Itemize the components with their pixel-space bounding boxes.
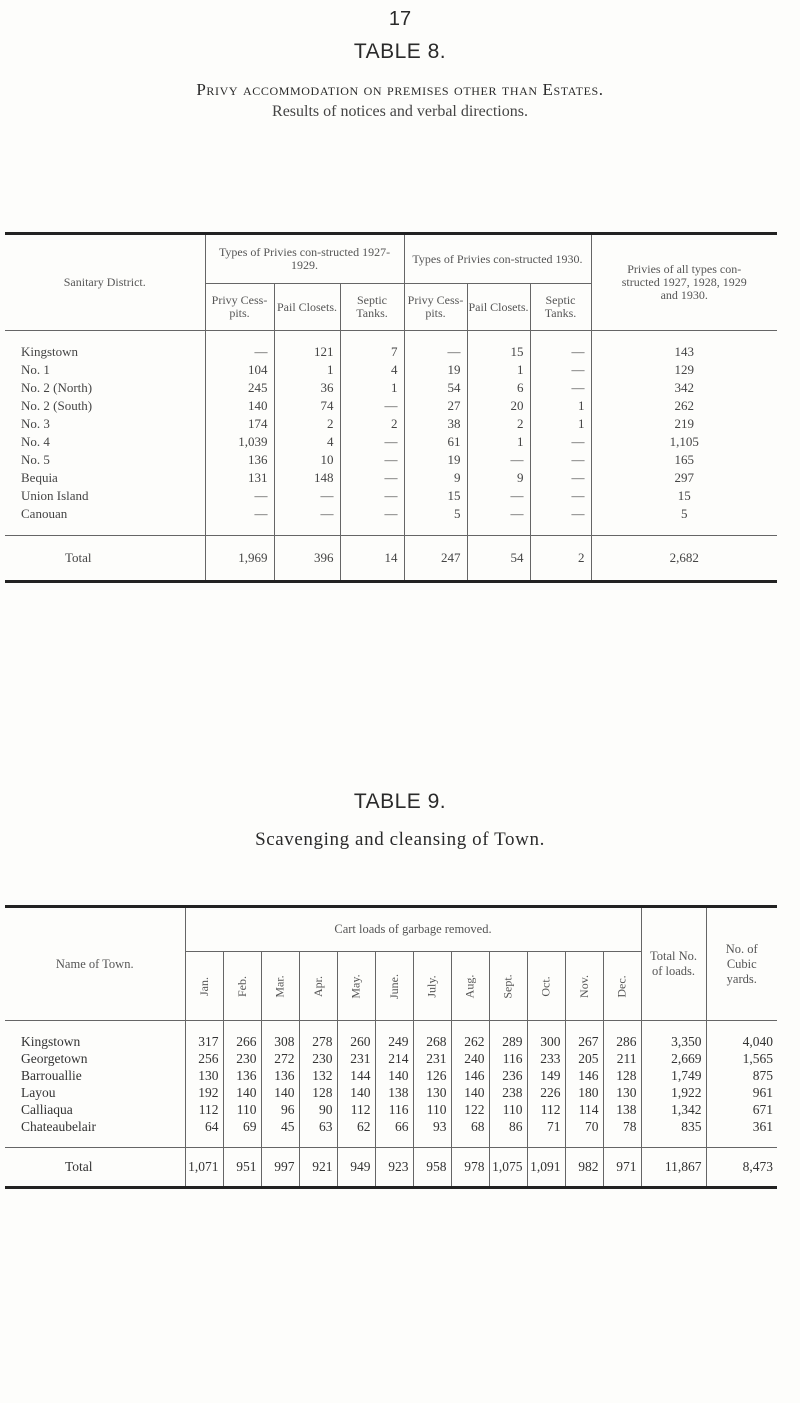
group-1930-header: Types of Privies con-structed 1930. (404, 234, 591, 284)
cell: 1,075 (489, 1148, 527, 1188)
cell: — (530, 487, 591, 505)
cell: 214 (375, 1050, 413, 1067)
cell: 140 (451, 1084, 489, 1101)
cell: 121 (274, 343, 340, 361)
month-label: Sept. (500, 973, 515, 999)
table-row (5, 1067, 777, 1084)
table-row (5, 361, 777, 379)
cell: 211 (603, 1050, 641, 1067)
cell: 268 (413, 1033, 451, 1050)
all-types-header: Privies of all types con-structed 1927, 1928, 1929 and 1930. (591, 234, 777, 331)
table-row (5, 433, 777, 451)
cell: 978 (451, 1148, 489, 1188)
month-header (527, 952, 565, 1021)
table9-title: TABLE 9. (353, 790, 447, 813)
cell: 2,682 (591, 536, 777, 582)
cell: 63 (299, 1118, 337, 1135)
month-label: Nov. (576, 974, 591, 998)
cell: 122 (451, 1101, 489, 1118)
cell: 286 (603, 1033, 641, 1050)
cell: 256 (185, 1050, 223, 1067)
town-name: Georgetown (21, 1050, 88, 1066)
district-name: Kingstown (21, 344, 79, 359)
month-header (413, 952, 451, 1021)
cell: 140 (223, 1084, 261, 1101)
table-row (5, 415, 777, 433)
town-name: Calliaqua (21, 1101, 73, 1117)
cell: 86 (489, 1118, 527, 1135)
district-name: Union Island (21, 488, 89, 503)
cell: 2 (530, 536, 591, 582)
pail-closets-header: Pail Closets. (467, 284, 530, 331)
cell: — (467, 505, 530, 523)
cell: 112 (337, 1101, 375, 1118)
month-header (299, 952, 337, 1021)
cell: 130 (185, 1067, 223, 1084)
cell: 342 (591, 379, 777, 397)
cell: 130 (603, 1084, 641, 1101)
cell: 240 (451, 1050, 489, 1067)
cell: — (205, 343, 274, 361)
table-row (5, 1101, 777, 1118)
cell: 230 (299, 1050, 337, 1067)
cell: 14 (340, 536, 404, 582)
group-1927-1929-header: Types of Privies con-structed 1927-1929. (205, 234, 404, 284)
table-row (5, 505, 777, 523)
cell: 961 (706, 1084, 777, 1101)
cell: 1,922 (641, 1084, 706, 1101)
cell: 262 (591, 397, 777, 415)
cell: 112 (185, 1101, 223, 1118)
cell: 297 (591, 469, 777, 487)
cell: — (467, 487, 530, 505)
cell: 140 (375, 1067, 413, 1084)
table8-subtitle: Privy accommodation on premises other than Estates. (196, 80, 604, 99)
cell: — (340, 397, 404, 415)
cell: 110 (413, 1101, 451, 1118)
cell: 54 (404, 379, 467, 397)
cell: 2 (340, 415, 404, 433)
cell: 149 (527, 1067, 565, 1084)
cell: 7 (340, 343, 404, 361)
cell: — (340, 487, 404, 505)
cell: 260 (337, 1033, 375, 1050)
total-label: Total (5, 536, 205, 582)
cell: 93 (413, 1118, 451, 1135)
cell: 1,039 (205, 433, 274, 451)
cell: 192 (185, 1084, 223, 1101)
month-header (223, 952, 261, 1021)
cell: 317 (185, 1033, 223, 1050)
cell: 116 (375, 1101, 413, 1118)
cell: 300 (527, 1033, 565, 1050)
cell: 128 (603, 1067, 641, 1084)
cell: 27 (404, 397, 467, 415)
cell: 131 (205, 469, 274, 487)
cell: 2 (274, 415, 340, 433)
cell: — (340, 505, 404, 523)
cell: 180 (565, 1084, 603, 1101)
cell: 9 (404, 469, 467, 487)
privy-accommodation-table (5, 232, 777, 583)
month-label: Aug. (462, 974, 477, 998)
cell: 1 (340, 379, 404, 397)
cell: 262 (451, 1033, 489, 1050)
cell: 1,969 (205, 536, 274, 582)
cell: 5 (404, 505, 467, 523)
cell: 110 (223, 1101, 261, 1118)
cell: 132 (299, 1067, 337, 1084)
cell: 245 (205, 379, 274, 397)
cell: 64 (185, 1118, 223, 1135)
cell: 982 (565, 1148, 603, 1188)
town-name: Barrouallie (21, 1067, 82, 1083)
table-row (5, 1033, 777, 1050)
cell: 875 (706, 1067, 777, 1084)
cell: 236 (489, 1067, 527, 1084)
cell: — (404, 343, 467, 361)
cell: 38 (404, 415, 467, 433)
cell: 146 (565, 1067, 603, 1084)
cell: 138 (375, 1084, 413, 1101)
total-row (5, 536, 777, 582)
cell: 226 (527, 1084, 565, 1101)
district-name: No. 2 (North) (21, 380, 93, 395)
cell: 3,350 (641, 1033, 706, 1050)
cell: 104 (205, 361, 274, 379)
cell: 128 (299, 1084, 337, 1101)
month-label: June. (386, 973, 401, 999)
cell: 205 (565, 1050, 603, 1067)
cell: 671 (706, 1101, 777, 1118)
cell: 15 (404, 487, 467, 505)
cell: 1,105 (591, 433, 777, 451)
cell: — (530, 361, 591, 379)
cell: 66 (375, 1118, 413, 1135)
month-label: Jan. (196, 976, 211, 996)
table-row (5, 1118, 777, 1135)
cell: 4,040 (706, 1033, 777, 1050)
cell: 231 (337, 1050, 375, 1067)
cell: 278 (299, 1033, 337, 1050)
cell: 70 (565, 1118, 603, 1135)
district-name: No. 4 (21, 434, 50, 449)
month-label: Feb. (234, 975, 249, 997)
cell: 136 (261, 1067, 299, 1084)
cell: 247 (404, 536, 467, 582)
cell: 1,565 (706, 1050, 777, 1067)
cell: 923 (375, 1148, 413, 1188)
cell: 1 (467, 433, 530, 451)
cell: 69 (223, 1118, 261, 1135)
month-header (489, 952, 527, 1021)
cell: 71 (527, 1118, 565, 1135)
cell: 2,669 (641, 1050, 706, 1067)
cell: — (530, 469, 591, 487)
cell: 1,342 (641, 1101, 706, 1118)
pail-closets-header: Pail Closets. (274, 284, 340, 331)
cell: 136 (205, 451, 274, 469)
cell: — (274, 505, 340, 523)
cell: 2 (467, 415, 530, 433)
cell: 949 (337, 1148, 375, 1188)
town-name: Kingstown (21, 1033, 81, 1049)
cell: 1 (530, 397, 591, 415)
cell: 219 (591, 415, 777, 433)
cell: — (340, 469, 404, 487)
cell: — (530, 343, 591, 361)
cell: 921 (299, 1148, 337, 1188)
month-label: Oct. (538, 975, 553, 997)
table8-title: TABLE 8. (353, 40, 447, 63)
total-label: Total (5, 1148, 185, 1188)
cess-pits-header: Privy Cess-pits. (404, 284, 467, 331)
cell: 90 (299, 1101, 337, 1118)
cell: 112 (527, 1101, 565, 1118)
cell: — (205, 505, 274, 523)
cell: 148 (274, 469, 340, 487)
cell: 140 (261, 1084, 299, 1101)
cell: 96 (261, 1101, 299, 1118)
cell: 1 (530, 415, 591, 433)
district-name: No. 3 (21, 416, 50, 431)
cell: — (340, 451, 404, 469)
cell: 1,749 (641, 1067, 706, 1084)
cell: 289 (489, 1033, 527, 1050)
cell: — (340, 433, 404, 451)
cell: 267 (565, 1033, 603, 1050)
cell: 165 (591, 451, 777, 469)
cell: 20 (467, 397, 530, 415)
cell: — (530, 451, 591, 469)
cell: 308 (261, 1033, 299, 1050)
cell: 140 (205, 397, 274, 415)
cell: 9 (467, 469, 530, 487)
cubic-yards-header: No. of Cubic yards. (706, 907, 777, 1021)
cell: 15 (591, 487, 777, 505)
scavenging-table (5, 905, 777, 1189)
cell: 45 (261, 1118, 299, 1135)
cell: 143 (591, 343, 777, 361)
table-row (5, 469, 777, 487)
table-row (5, 487, 777, 505)
table-row (5, 451, 777, 469)
cell: 958 (413, 1148, 451, 1188)
cell: 78 (603, 1118, 641, 1135)
cell: 8,473 (706, 1148, 777, 1188)
cell: 36 (274, 379, 340, 397)
cell: 174 (205, 415, 274, 433)
cell: 10 (274, 451, 340, 469)
cell: 238 (489, 1084, 527, 1101)
cell: 1 (274, 361, 340, 379)
table-row (5, 397, 777, 415)
cart-loads-header: Cart loads of garbage removed. (185, 907, 641, 952)
cell: — (530, 433, 591, 451)
cell: 19 (404, 361, 467, 379)
total-loads-header: Total No. of loads. (641, 907, 706, 1021)
cell: 138 (603, 1101, 641, 1118)
cell: 272 (261, 1050, 299, 1067)
cell: 146 (451, 1067, 489, 1084)
cess-pits-header: Privy Cess-pits. (205, 284, 274, 331)
table8-subtitle2: Results of notices and verbal directions. (272, 103, 528, 120)
table-row (5, 1050, 777, 1067)
district-name: No. 2 (South) (21, 398, 93, 413)
town-name: Layou (21, 1084, 56, 1100)
cell: 61 (404, 433, 467, 451)
cell: 6 (467, 379, 530, 397)
cell: 249 (375, 1033, 413, 1050)
cell: 140 (337, 1084, 375, 1101)
cell: 233 (527, 1050, 565, 1067)
septic-tanks-header: Septic Tanks. (530, 284, 591, 331)
month-label: July. (424, 974, 439, 998)
cell: 62 (337, 1118, 375, 1135)
month-header (261, 952, 299, 1021)
cell: 835 (641, 1118, 706, 1135)
cell: 15 (467, 343, 530, 361)
cell: 126 (413, 1067, 451, 1084)
town-name: Chateaubelair (21, 1118, 96, 1134)
cell: 110 (489, 1101, 527, 1118)
table9-subtitle: Scavenging and cleansing of Town. (255, 829, 545, 850)
month-header (565, 952, 603, 1021)
cell: 5 (591, 505, 777, 523)
cell: 4 (274, 433, 340, 451)
cell: 230 (223, 1050, 261, 1067)
table-row (5, 343, 777, 361)
district-header: Sanitary District. (5, 234, 205, 331)
month-header (185, 952, 223, 1021)
district-name: No. 5 (21, 452, 50, 467)
cell: 116 (489, 1050, 527, 1067)
page-number: 17 (388, 8, 412, 30)
district-name: Canouan (21, 506, 68, 521)
district-name: No. 1 (21, 362, 50, 377)
cell: 231 (413, 1050, 451, 1067)
cell: — (205, 487, 274, 505)
septic-tanks-header: Septic Tanks. (340, 284, 404, 331)
month-label: May. (348, 973, 363, 999)
table-row (5, 1084, 777, 1101)
cell: 114 (565, 1101, 603, 1118)
month-label: Apr. (310, 975, 325, 997)
cell: 144 (337, 1067, 375, 1084)
cell: 54 (467, 536, 530, 582)
cell: 19 (404, 451, 467, 469)
cell: 136 (223, 1067, 261, 1084)
cell: 266 (223, 1033, 261, 1050)
cell: 4 (340, 361, 404, 379)
cell: 361 (706, 1118, 777, 1135)
district-name: Bequia (21, 470, 58, 485)
cell: 130 (413, 1084, 451, 1101)
month-header (337, 952, 375, 1021)
cell: 971 (603, 1148, 641, 1188)
cell: — (467, 451, 530, 469)
table-row (5, 379, 777, 397)
town-header: Name of Town. (5, 907, 185, 1021)
cell: 1 (467, 361, 530, 379)
cell: — (530, 379, 591, 397)
month-header (603, 952, 641, 1021)
month-label: Dec. (614, 974, 629, 998)
cell: 951 (223, 1148, 261, 1188)
cell: 11,867 (641, 1148, 706, 1188)
cell: 997 (261, 1148, 299, 1188)
month-label: Mar. (272, 974, 287, 998)
total-row (5, 1148, 777, 1188)
cell: — (274, 487, 340, 505)
cell: 1,071 (185, 1148, 223, 1188)
cell: 129 (591, 361, 777, 379)
cell: — (530, 505, 591, 523)
cell: 1,091 (527, 1148, 565, 1188)
month-header (375, 952, 413, 1021)
cell: 74 (274, 397, 340, 415)
cell: 396 (274, 536, 340, 582)
cell: 68 (451, 1118, 489, 1135)
month-header (451, 952, 489, 1021)
